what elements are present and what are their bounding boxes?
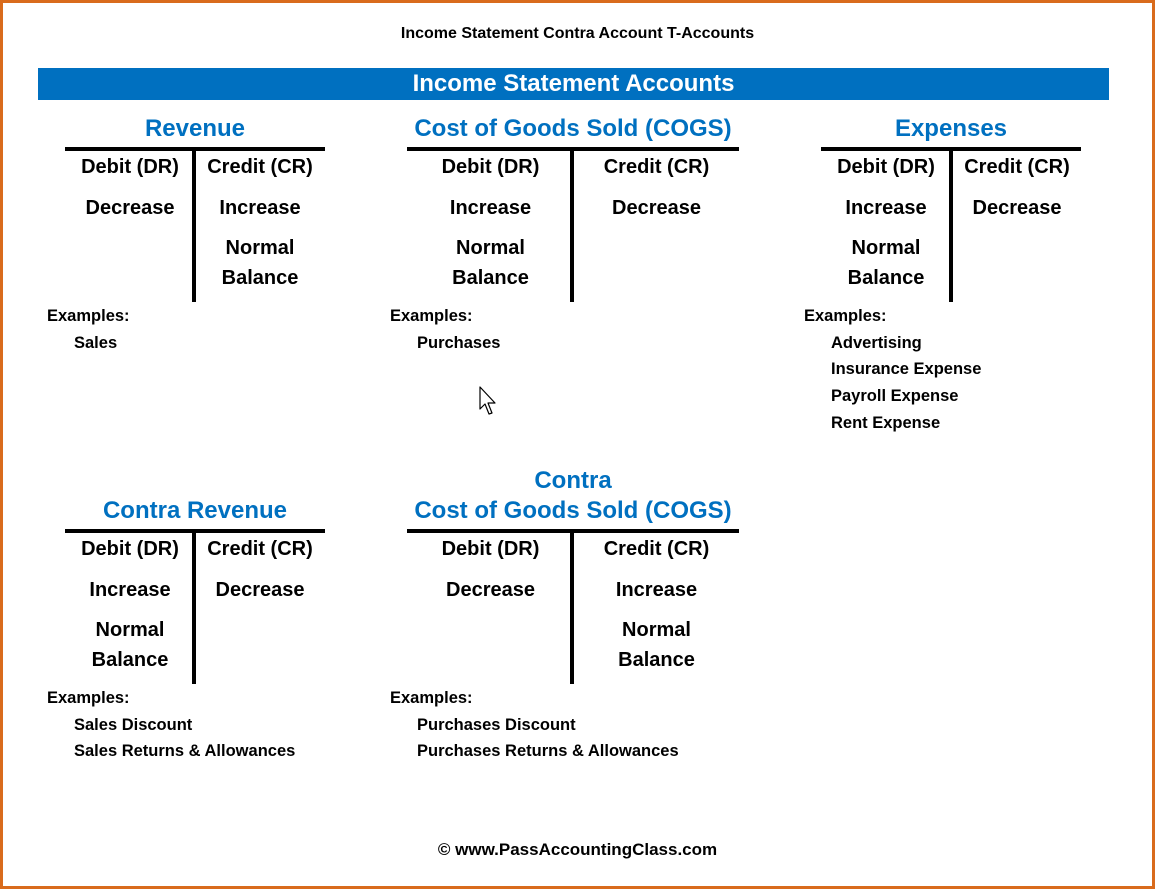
examples-block [47,685,295,765]
credit-header: Credit (CR) [207,538,313,560]
normal-balance-line1: Normal [622,619,691,641]
examples-label: Examples: [47,307,130,325]
debit-header: Debit (DR) [81,156,179,178]
debit-header: Debit (DR) [441,156,540,178]
normal-balance-line2: Balance [618,649,695,671]
examples-label: Examples: [47,689,130,707]
t-account-title: Cost of Goods Sold (COGS) [414,115,732,142]
example-item: Sales Discount [74,715,193,734]
example-item: Purchases [417,333,501,352]
example-item: Payroll Expense [831,387,959,406]
debit-header: Debit (DR) [441,538,540,560]
normal-balance-line2: Balance [847,267,925,289]
credit-header: Credit (CR) [603,538,710,560]
credit-effect: Decrease [612,197,701,219]
examples-block [390,685,679,765]
t-account-title-line1: Contra [534,467,612,494]
debit-effect: Increase [845,197,927,219]
section-banner: Income Statement Accounts [38,68,1109,100]
example-item: Sales Returns & Allowances [74,742,296,761]
copyright-footer: © www.PassAccountingClass.com [437,840,718,859]
normal-balance-line2: Balance [221,267,299,289]
examples-block [390,303,500,356]
examples-block [47,303,130,356]
t-account-title: Contra Revenue [102,497,288,524]
debit-effect: Increase [449,197,532,219]
debit-effect: Decrease [85,197,175,219]
credit-effect: Decrease [972,197,1062,219]
example-item: Purchases Returns & Allowances [417,742,679,761]
t-account-title-line2: Cost of Goods Sold (COGS) [414,497,732,524]
normal-balance-line1: Normal [851,237,921,259]
debit-header: Debit (DR) [837,156,935,178]
examples-label: Examples: [390,307,473,325]
normal-balance-line1: Normal [95,619,165,641]
example-item: Purchases Discount [417,715,576,734]
example-item: Advertising [831,333,922,352]
normal-balance-line2: Balance [452,267,529,289]
t-account-title: Expenses [894,115,1008,142]
example-item: Sales [74,333,118,352]
credit-header: Credit (CR) [964,156,1070,178]
examples-label: Examples: [390,689,473,707]
debit-header: Debit (DR) [81,538,179,560]
debit-effect: Increase [89,579,171,601]
credit-effect: Increase [219,197,301,219]
debit-effect: Decrease [446,579,535,601]
credit-header: Credit (CR) [207,156,313,178]
normal-balance-line2: Balance [91,649,169,671]
credit-effect: Increase [615,579,698,601]
example-item: Rent Expense [831,413,941,432]
t-account-title: Revenue [144,115,246,142]
credit-header: Credit (CR) [603,156,710,178]
example-item: Insurance Expense [831,360,982,379]
examples-label: Examples: [804,307,887,325]
examples-block [804,303,981,437]
mouse-cursor-icon [479,386,499,421]
normal-balance-line1: Normal [225,237,295,259]
page-title: Income Statement Contra Account T-Accounts [400,25,755,42]
normal-balance-line1: Normal [456,237,525,259]
credit-effect: Decrease [215,579,305,601]
